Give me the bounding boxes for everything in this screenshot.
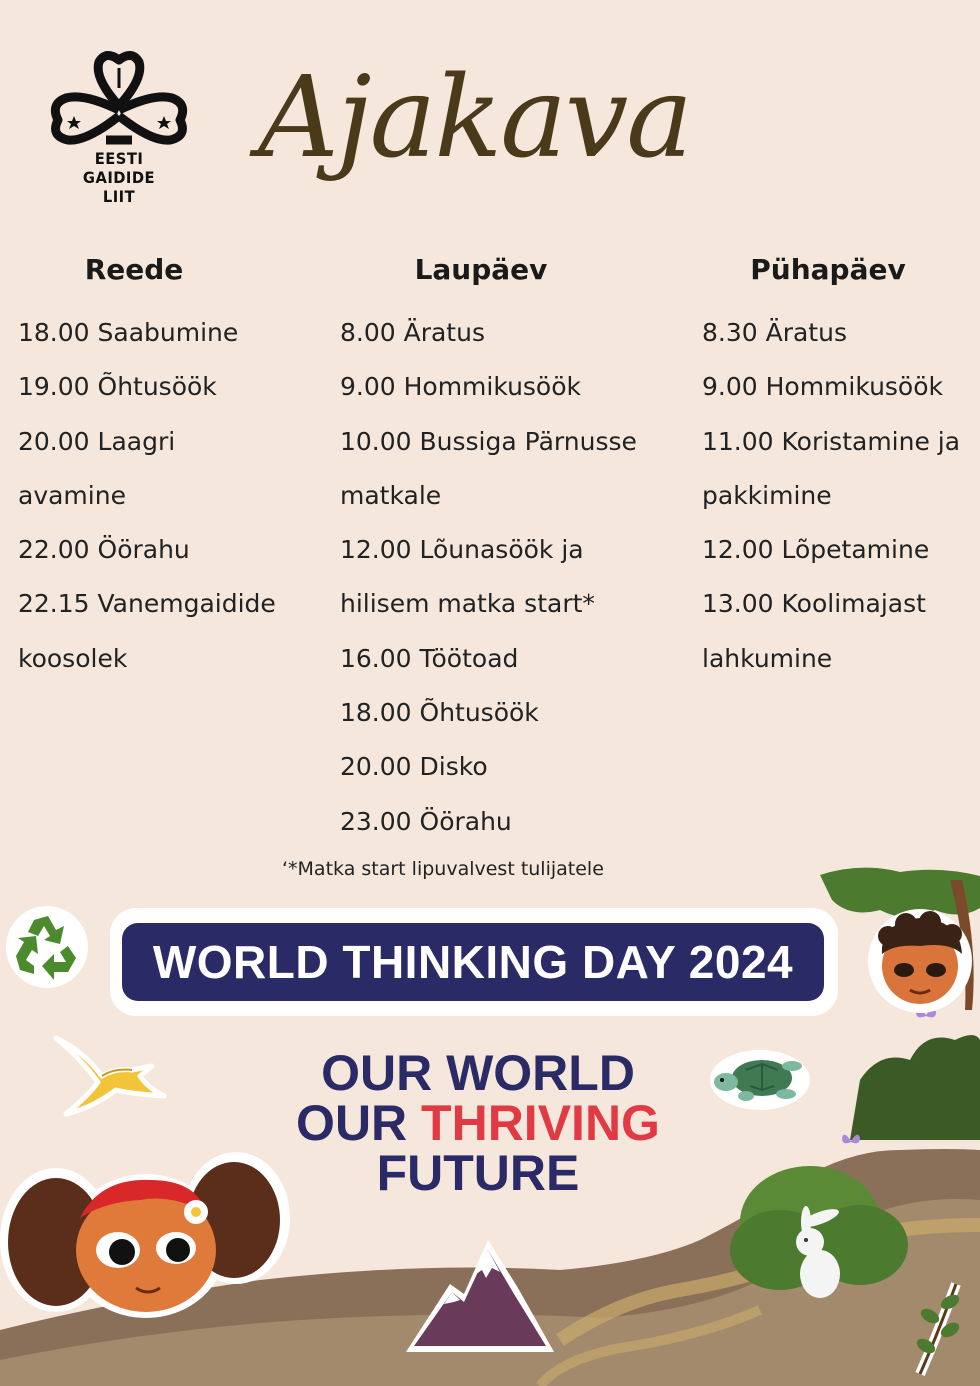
- slogan-line-2-prefix: OUR: [296, 1095, 422, 1151]
- schedule-item: 22.00 Öörahu: [18, 535, 190, 565]
- logo-line-2: GAIDIDE: [82, 168, 156, 187]
- schedule-item: 8.30 Äratus: [702, 318, 847, 347]
- eesti-gaidide-liit-logo: [44, 48, 194, 218]
- day-heading: Pühapäev: [750, 253, 906, 286]
- day-column-laupaev: [340, 250, 660, 849]
- schedule-item: 8.00 Äratus: [340, 318, 485, 347]
- schedule-item: hilisem matka start*: [340, 589, 595, 619]
- day-heading: Reede: [84, 253, 184, 286]
- schedule-list: [702, 306, 972, 686]
- schedule-item: 11.00 Koristamine ja: [702, 426, 961, 456]
- child-illustration: [0, 1150, 290, 1330]
- day-column-puhapaev: [702, 250, 972, 686]
- leaf-sprig-icon: [910, 1278, 970, 1378]
- schedule-item: 9.00 Hommikusöök: [340, 372, 582, 402]
- day-heading: Laupäev: [414, 253, 548, 286]
- schedule-item: 23.00 Öörahu: [340, 806, 512, 836]
- schedule-item: 18.00 Saabumine: [18, 318, 239, 347]
- schedule-item: 20.00 Disko: [340, 752, 488, 782]
- mountain-icon: [400, 1232, 560, 1358]
- turtle-icon: [706, 1044, 816, 1114]
- schedule-item: 12.00 Lõpetamine: [702, 535, 930, 565]
- schedule-list: [18, 306, 298, 686]
- schedule-item: lahkumine: [702, 643, 833, 673]
- schedule-item: avamine: [18, 480, 126, 510]
- schedule-item: 19.00 Õhtusöök: [18, 372, 217, 402]
- schedule-item: 9.00 Hommikusöök: [702, 372, 944, 402]
- rabbit-icon: [780, 1204, 860, 1300]
- butterfly-icon: [840, 1130, 862, 1152]
- schedule-item: 22.15 Vanemgaidide: [18, 589, 276, 619]
- recycle-icon: [4, 904, 90, 990]
- trefoil-logo-icon: [44, 48, 194, 148]
- logo-text: [50, 149, 188, 206]
- day-column-reede: [18, 250, 298, 686]
- slogan-line-2: [268, 1095, 688, 1151]
- slogan: [268, 1045, 688, 1201]
- footnote: ‘*Matka start lipuvalvest tulijatele: [282, 858, 604, 880]
- slogan-line-1: OUR WORLD: [321, 1045, 635, 1101]
- page-title: Ajakava: [258, 53, 692, 183]
- world-thinking-day-banner: WORLD THINKING DAY 2024: [122, 923, 824, 1001]
- schedule-item: koosolek: [18, 643, 128, 673]
- schedule-item: 13.00 Koolimajast: [702, 589, 926, 619]
- slogan-line-3: FUTURE: [376, 1145, 580, 1201]
- slogan-highlight: THRIVING: [421, 1095, 660, 1151]
- bird-icon: [52, 1030, 172, 1120]
- schedule-item: 16.00 Töötoad: [340, 643, 519, 673]
- schedule-item: 20.00 Laagri: [18, 426, 176, 456]
- child-illustration: [860, 906, 980, 1016]
- schedule-item: 10.00 Bussiga Pärnusse: [340, 426, 637, 456]
- schedule-item: 18.00 Õhtusöök: [340, 698, 539, 728]
- logo-line-3: LIIT: [102, 187, 136, 206]
- schedule-item: 12.00 Lõunasöök ja: [340, 535, 584, 565]
- schedule-item: pakkimine: [702, 480, 832, 510]
- logo-line-1: EESTI: [94, 149, 144, 168]
- schedule-item: matkale: [340, 480, 442, 510]
- schedule-list: [340, 306, 660, 849]
